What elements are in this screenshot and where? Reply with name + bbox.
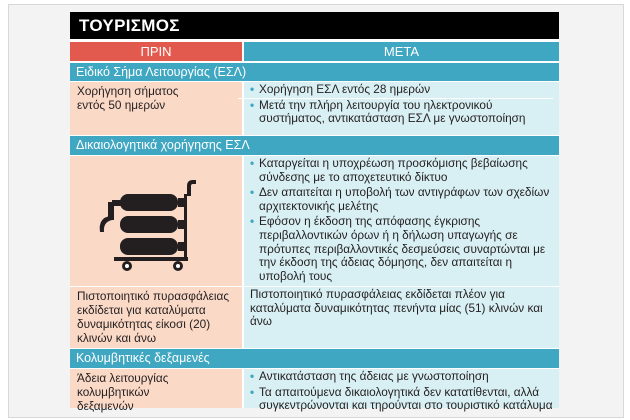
fire-safety-before-cell — [70, 287, 242, 348]
fire-safety-after-cell — [244, 287, 559, 348]
docs-after-cell — [244, 156, 559, 286]
esl-before-line-2: εντός 50 ημερών — [77, 98, 166, 112]
fire-before-line-4: κλινών και άνω — [77, 331, 157, 345]
docs-after-bullet-3: • Εφόσον η έκδοση της απόφασης έγκρισης περιβαλλοντικών όρων ή η δήλωση υπαγωγής σε πρότυπες περιβαλλοντικές δεσμεύσεις συναρτώνται με την έκδοση της άδειας δόμησης, δεν απαιτείται η υποβολή τους — [250, 215, 559, 283]
fire-before-line-1: Πιστοποιητικό πυρασφάλειας — [77, 289, 230, 303]
docs-after-bullet-1: • Καταργείται η υποχρέωση προσκόμισης βεβαίωσης σύνδεσης με το αποχετευτικό δίκτυο — [250, 157, 559, 184]
pools-before-line-3: δεξαμενών — [77, 399, 134, 413]
pools-after-cell — [244, 369, 559, 413]
fire-extinguisher-cart-icon — [90, 156, 210, 274]
pools-after-bullet-2: • Τα απαιτούμενα δικαιολογητικά δεν κατατίθενται, αλλά συγκεντρώνονται και τηρούνται στο τουριστικό κατάλυμα — [250, 386, 559, 413]
pools-before-line-1: Άδεια λειτουργίας — [77, 371, 169, 385]
section-heading-esl: Ειδικό Σήμα Λειτουργίας (ΕΣΛ) — [70, 63, 559, 81]
docs-before-cell — [70, 156, 242, 286]
tourism-infographic — [70, 12, 559, 413]
esl-before-cell — [70, 82, 242, 135]
docs-after-bullet-2: • Δεν απαιτείται η υποβολή των αντιγράφων των σχεδίων αρχιτεκτονικής μελέτης — [250, 186, 559, 213]
fire-after-text: Πιστοποιητικό πυρασφάλειας εκδίδεται πλέον για καταλύματα δυναμικότητας πενήντα μίας (51) κλινών και άνω — [250, 287, 543, 329]
pools-before-cell — [70, 369, 242, 413]
infographic-title: ΤΟΥΡΙΣΜΟΣ — [70, 12, 559, 39]
fire-before-line-2: εκδίδεται για καταλύματα — [77, 303, 206, 317]
esl-after-bullet-2: • Μετά την πλήρη λειτουργία του ηλεκτρονικού συστήματος, αντικατάσταση ΕΣΛ με γνωστοποίηση — [250, 99, 559, 126]
section-heading-pools: Κολυμβητικές δεξαμενές — [70, 349, 559, 368]
pools-before-line-2: κολυμβητικών — [77, 385, 150, 399]
section-heading-docs: Δικαιολογητικά χορήγησης ΕΣΛ — [70, 136, 559, 155]
esl-before-line-1: Χορήγηση σήματος — [77, 84, 179, 98]
pools-after-bullet-1: • Αντικατάσταση της άδειας με γνωστοποίηση — [250, 370, 559, 384]
esl-after-cell — [244, 82, 559, 135]
before-column-header: ΠΡΙΝ — [70, 42, 242, 61]
after-column-header: ΜΕΤΑ — [244, 42, 559, 61]
esl-after-bullet-1: • Χορήγηση ΕΣΛ εντός 28 ημερών — [250, 83, 559, 97]
fire-before-line-3: δυναμικότητας είκοσι (20) — [77, 317, 211, 331]
